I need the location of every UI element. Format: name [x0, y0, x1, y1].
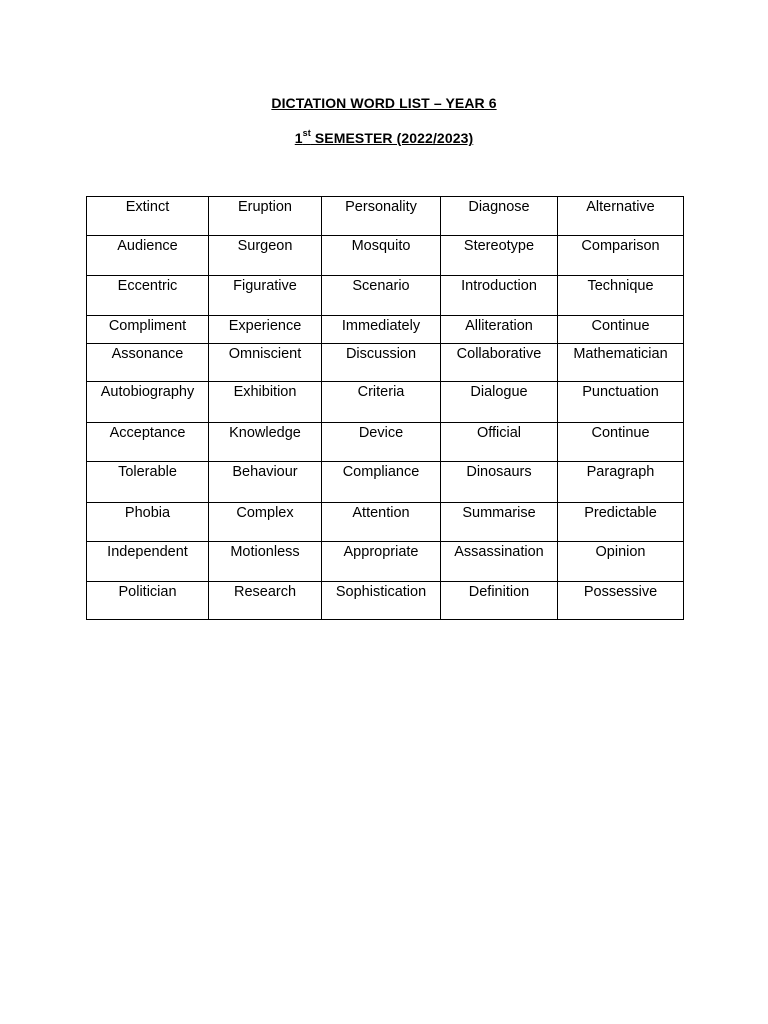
word-cell: Collaborative — [441, 344, 558, 382]
word-cell: Scenario — [322, 276, 441, 316]
word-cell: Continue — [558, 423, 684, 462]
word-cell: Personality — [322, 197, 441, 236]
word-cell: Figurative — [209, 276, 322, 316]
word-cell: Compliance — [322, 462, 441, 503]
table-row — [87, 423, 684, 462]
word-cell: Attention — [322, 503, 441, 542]
word-cell: Device — [322, 423, 441, 462]
word-cell: Surgeon — [209, 236, 322, 276]
table-row — [87, 382, 684, 423]
word-cell: Immediately — [322, 316, 441, 344]
word-cell: Stereotype — [441, 236, 558, 276]
word-cell: Mathematician — [558, 344, 684, 382]
table-row — [87, 582, 684, 620]
table-row — [87, 236, 684, 276]
word-cell: Technique — [558, 276, 684, 316]
word-cell: Acceptance — [87, 423, 209, 462]
word-cell: Appropriate — [322, 542, 441, 582]
table-row — [87, 462, 684, 503]
document-subtitle — [0, 130, 768, 146]
word-cell: Experience — [209, 316, 322, 344]
word-cell: Alternative — [558, 197, 684, 236]
word-cell: Politician — [87, 582, 209, 620]
table-row — [87, 197, 684, 236]
word-cell: Possessive — [558, 582, 684, 620]
semester-ordinal-suffix: st — [302, 128, 311, 138]
word-cell: Continue — [558, 316, 684, 344]
word-cell: Motionless — [209, 542, 322, 582]
word-cell: Audience — [87, 236, 209, 276]
document-title: DICTATION WORD LIST – YEAR 6 — [271, 95, 497, 111]
word-cell: Definition — [441, 582, 558, 620]
word-cell: Opinion — [558, 542, 684, 582]
word-cell: Official — [441, 423, 558, 462]
word-cell: Research — [209, 582, 322, 620]
word-cell: Predictable — [558, 503, 684, 542]
table-row — [87, 276, 684, 316]
word-cell: Mosquito — [322, 236, 441, 276]
word-cell: Paragraph — [558, 462, 684, 503]
word-cell: Compliment — [87, 316, 209, 344]
word-table-body — [87, 197, 684, 620]
word-cell: Tolerable — [87, 462, 209, 503]
word-cell: Sophistication — [322, 582, 441, 620]
word-cell: Omniscient — [209, 344, 322, 382]
word-cell: Phobia — [87, 503, 209, 542]
word-cell: Independent — [87, 542, 209, 582]
word-cell: Extinct — [87, 197, 209, 236]
word-cell: Exhibition — [209, 382, 322, 423]
table-row — [87, 316, 684, 344]
word-cell: Autobiography — [87, 382, 209, 423]
word-cell: Alliteration — [441, 316, 558, 344]
word-cell: Punctuation — [558, 382, 684, 423]
semester-number: 1 — [294, 130, 303, 146]
word-cell: Knowledge — [209, 423, 322, 462]
word-cell: Summarise — [441, 503, 558, 542]
table-row — [87, 542, 684, 582]
word-cell: Dinosaurs — [441, 462, 558, 503]
word-cell: Criteria — [322, 382, 441, 423]
table-row — [87, 503, 684, 542]
word-cell: Discussion — [322, 344, 441, 382]
table-row — [87, 344, 684, 382]
word-cell: Eccentric — [87, 276, 209, 316]
word-cell: Assonance — [87, 344, 209, 382]
word-cell: Diagnose — [441, 197, 558, 236]
word-cell: Complex — [209, 503, 322, 542]
dictation-word-table — [86, 196, 684, 620]
semester-label: SEMESTER (2022/2023) — [310, 130, 474, 146]
word-cell: Dialogue — [441, 382, 558, 423]
word-cell: Behaviour — [209, 462, 322, 503]
word-cell: Eruption — [209, 197, 322, 236]
word-cell: Assassination — [441, 542, 558, 582]
word-cell: Introduction — [441, 276, 558, 316]
word-cell: Comparison — [558, 236, 684, 276]
